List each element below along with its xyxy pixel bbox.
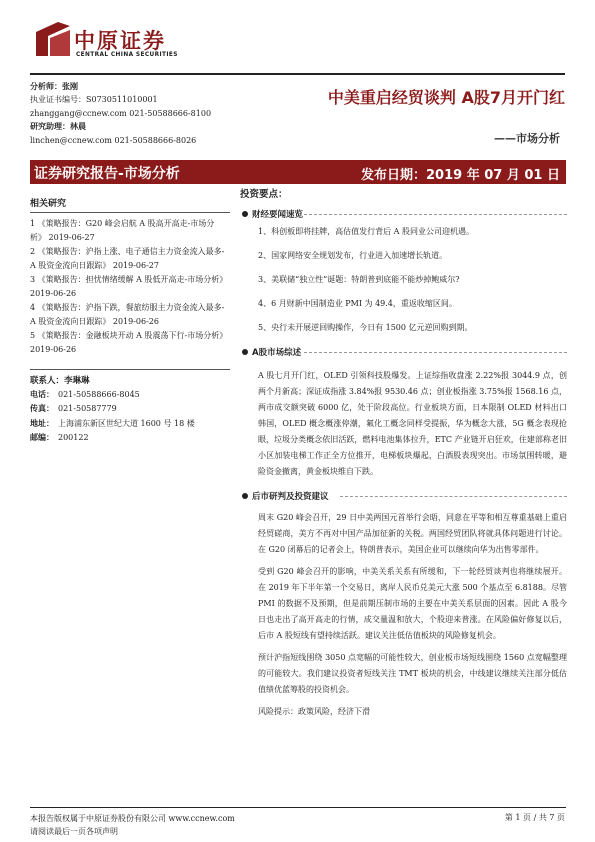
footer-rule <box>30 807 566 808</box>
news-list <box>240 226 567 334</box>
license-number: 执业证书编号：S0730511010001 <box>30 95 158 105</box>
disclaimer-link[interactable]: 请阅读最后一页各项声明 <box>30 827 118 836</box>
list-item[interactable]: 5 《策略报告：金融板块开动 A 股震荡下行-市场分析》 2019-06-26 <box>30 331 228 354</box>
footer-notice <box>30 812 235 838</box>
related-research-heading: 相关研究 <box>30 190 230 213</box>
outlook-paragraph: 预计沪指短线围绕 3050 点宽幅的可能性较大，创业板市场短线围绕 1560 点宽幅整理的可能较大。我们建议投资者短线关注 TMT 板块的机会，中线建议继续关注部分低估值绩优蓝筹股的投资机会。 <box>258 653 567 694</box>
assistant-contact: linchen@ccnew.com 021-50588666-8026 <box>30 135 197 145</box>
section-heading-market: A股市场综述 <box>240 346 567 358</box>
sidebar <box>30 190 230 445</box>
page-number: 第 1 页 / 共 7 页 <box>504 813 565 822</box>
company-logo-icon <box>36 22 70 56</box>
market-summary-paragraph: A 股七月开门红，OLED 引领科技股爆发。上证综指收盘涨 2.22%报 3044.9 点，创两个月新高；深证成指涨 3.84%报 9530.46 点；创业板指涨 3.75%报 1568.16 点，两市成交额突破 6000 亿，处于阶段高位。行业板块方面，日本限制 OLED 材料出口韩国，OLED 概念概涨停潮，氟化工概念同样受提振，华为概念大涨，5G 概念表现抢眼，垃圾分类概念依旧活跃，燃料电池集体拉升，ETC 产业链开启狂欢，住建部称老旧小区加装电梯工作正全方位推开，电梯板块爆起，白酒股表现突出。市场氛围转暖，避险资金撤离，黄金板块维自下跌。 <box>258 371 567 476</box>
section-heading-outlook: 后市研判及投资建议 <box>240 490 567 502</box>
list-item: 4、6 月财新中国制造业 PMI 为 49.4，重返收缩区间。 <box>258 299 457 308</box>
outlook-paragraph: 受到 G20 峰会召开的影响，中美关系关系有所缓和，下一轮经贸谈判也将继续展开。在 2019 年下半年第一个交易日，离岸人民币兑美元大涨 500 个基点至 6.8188。尽管 PMI 的数据不及预期，但是前期压制市场的主要在中美关系层面的因素。因此 A 股今日也走出了高开高走的行情，成交量温和放大，个股迎来普涨。在风险偏好修复以后，后市 A 股短线有望持续活跃。建议关注低估值板块的风险修复机会。 <box>258 567 567 640</box>
outlook-paragraph: 周末 G20 峰会召开，29 日中美两国元首举行会晤，同意在平等和相互尊重基础上重启经贸磋商，美方不再对中国产品加征新的关税。两国经贸团队将就具体问题进行讨论。在 G20 闭幕后的记者会上，特朗普表示，美国企业可以继续向华为出售零部件。 <box>258 513 567 554</box>
bullet-icon <box>242 349 248 355</box>
copyright-text: 本报告版权属于中原证券股份有限公司 www.ccnew.com <box>30 814 235 823</box>
logo-chinese-name: 中原证券 <box>74 29 166 53</box>
contact-block <box>30 369 230 445</box>
report-banner <box>30 160 566 184</box>
bullet-icon <box>242 493 248 499</box>
contact-phone: 电话： 021-50588666-8045 <box>30 390 140 400</box>
report-type: 证券研究报告-市场分析 <box>34 166 180 182</box>
analyst-info <box>30 80 270 147</box>
related-research-list <box>30 213 230 357</box>
investment-points-heading: 投资要点： <box>240 189 288 200</box>
assistant-name: 研究助理：林晨 <box>30 122 86 132</box>
contact-zip: 邮编： 200122 <box>30 432 89 442</box>
list-item[interactable]: 2 《策略报告：沪指上涨、电子通信主力资金流入最多-A 股资金流向日跟踪》 2019-06-27 <box>30 247 225 270</box>
list-item: 3、美联储“独立性”诞题：特朗普到底能不能炒掉鲍威尔? <box>258 275 460 284</box>
logo-english-name: CENTRAL CHINA SECURITIES <box>76 52 178 58</box>
list-item[interactable]: 4 《策略报告：沪指下跌，餐旅纺服主力资金流入最多-A 股资金流向日跟踪》 2019-06-26 <box>30 303 225 326</box>
list-item[interactable]: 1 《策略报告：G20 峰会启航 A 股高开高走-市场分析》 2019-06-27 <box>30 219 215 242</box>
list-item: 2、国家网络安全规划发布，行业进入加速增长轨道。 <box>258 251 448 260</box>
bullet-icon <box>242 211 248 217</box>
contact-fax: 传真： 021-50587779 <box>30 404 117 414</box>
publish-date: 发布日期：2019 年 07 月 01 日 <box>361 168 560 183</box>
analyst-name: 分析师：张刚 <box>30 82 78 91</box>
header-rule <box>30 73 565 75</box>
analyst-contact: zhanggang@ccnew.com 021-50588666-8100 <box>30 108 212 118</box>
section-heading-news: 财经要闻速览 <box>240 208 567 220</box>
report-title: 中美重启经贸谈判 A股7月开门红 <box>327 88 565 107</box>
risk-warning: 风险提示：政策风险，经济下滑 <box>258 707 370 716</box>
list-item: 5、央行未开展逆回购操作，今日有 1500 亿元逆回购到期。 <box>258 323 473 332</box>
contact-name: 联系人：李琳琳 <box>30 376 90 386</box>
list-item: 1、科创板即将挂牌，高估值发行背后 A 股同业公司迎机遇。 <box>258 227 474 236</box>
list-item[interactable]: 3 《策略报告：担忧情绪缓解 A 股低开高走-市场分析》 2019-06-26 <box>30 275 228 298</box>
contact-address: 地址： 上海浦东新区世纪大道 1600 号 18 楼 <box>30 418 195 428</box>
report-subtitle: ——市场分析 <box>494 132 560 145</box>
main-content <box>240 186 567 720</box>
